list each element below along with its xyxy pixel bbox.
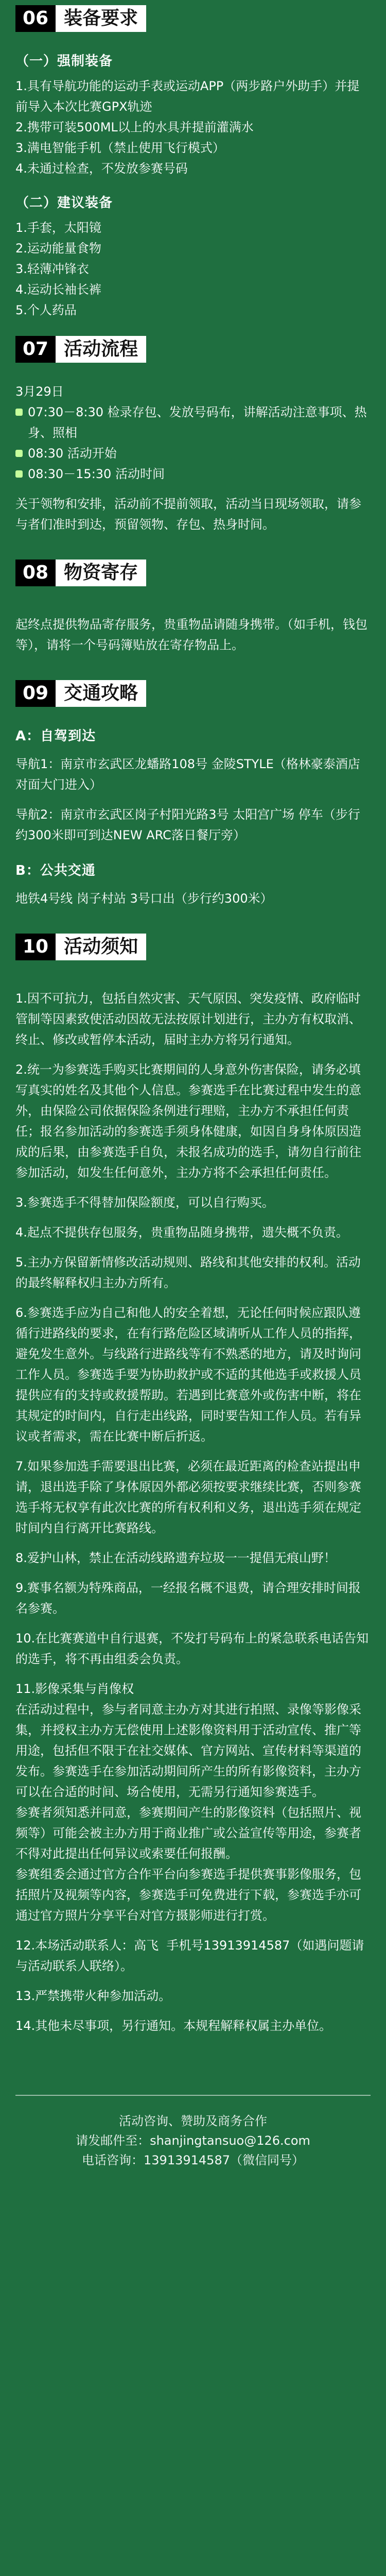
- schedule-block: [0, 368, 386, 554]
- mandatory-item: 2.携带可装500ML以上的水具并提前灌满水: [15, 120, 254, 134]
- schedule-item: [15, 402, 371, 443]
- square-bullet-icon: [15, 470, 23, 478]
- footer-line: 活动咨询、赞助及商务合作: [119, 2114, 267, 2128]
- mandatory-item: 4.未通过检查，不发放参赛号码: [15, 161, 188, 176]
- square-bullet-icon: [15, 450, 23, 457]
- section-title: 交通攻略: [56, 680, 146, 707]
- notice-item: 10.在比赛赛道中自行退赛，不发打号码布上的紧急联系电话告知的选手，将不再由组委会负责。: [15, 1631, 369, 1666]
- schedule-item: [15, 443, 371, 464]
- footer-divider: [15, 2095, 371, 2096]
- schedule-item: [15, 464, 371, 484]
- recommended-item: 1.手套，太阳镜: [15, 221, 101, 235]
- footer-email-line[interactable]: 请发邮件至：shanjingtansuo@126.com: [76, 2133, 310, 2148]
- notice-item: 13.严禁携带火种参加活动。: [15, 1989, 171, 2003]
- section-number: 09: [15, 680, 56, 707]
- section-notice-header: [15, 928, 371, 965]
- notice-item: 4.起点不提供存包服务，贵重物品随身携带，遗失概不负责。: [15, 1225, 348, 1240]
- notice-item: 11.影像采集与肖像权 在活动过程中，参与者同意主办方对其进行拍照、录像等影像采集，并授权主办方无偿使用上述影像资料用于活动宣传、推广等用途，包括但不限于在社交媒体、官方网站、宣传材料等渠道的发布。参赛选手在参加活动期间所产生的所有影像资料，主办方可以在合适的时间、场合使用，无需另行通知参赛选手。 参赛者须知悉并同意，参赛期间产生的影像资料（包括照片、视频等）可能会被主办方用于商业推广或公益宣传等用途，参赛者不得对此提出任何异议或索要任何报酬。 参赛组委会通过官方合作平台向参赛选手提供赛事影像服务，包括照片及视频等内容，参赛选手可免费进行下载，参赛选手亦可通过官方照片分享平台对官方摄影师进行打赏。: [15, 1682, 361, 1923]
- section-equipment-header: [15, 0, 371, 37]
- section-title: 活动须知: [56, 934, 146, 960]
- traffic-block: [0, 712, 386, 928]
- self-driving-line: 导航1：南京市玄武区龙蟠路108号 金陵STYLE（格林豪泰酒店对面大门进入）: [15, 757, 360, 792]
- mandatory-item: 1.具有导航功能的运动手表或运动APP（两步路户外助手）并提前导入本次比赛GPX轨迹: [15, 79, 360, 114]
- notice-item: 9.赛事名额为特殊商品，一经报名概不退费，请合理安排时间报名参赛。: [15, 1581, 361, 1616]
- section-schedule-header: [15, 331, 371, 368]
- mandatory-equipment-title: （一）强制装备: [15, 54, 113, 69]
- section-number: 07: [15, 336, 56, 363]
- section-title: 活动流程: [56, 336, 146, 363]
- notice-item: 5.主办方保留新情修改活动规则、路线和其他安排的权利。活动的最终解释权归主办方所有。: [15, 1255, 361, 1290]
- notice-item: 3.参赛选手不得替加保险额度，可以自行购买。: [15, 1195, 274, 1210]
- notice-item: 8.爱护山林，禁止在活动线路遗弃垃圾一一提倡无痕山野！: [15, 1551, 336, 1565]
- section-title: 物资寄存: [56, 560, 146, 586]
- recommended-item: 5.个人药品: [15, 303, 77, 317]
- section-storage-header: [15, 554, 371, 591]
- self-driving-title: A：自驾到达: [15, 728, 96, 744]
- schedule-item-text: 07:30－8:30 检录存包、发放号码布，讲解活动注意事项、热身、照相: [28, 405, 367, 440]
- section-traffic-header: [15, 675, 371, 712]
- footer: [0, 2076, 386, 2206]
- square-bullet-icon: [15, 409, 23, 416]
- storage-text: 起终点提供物品寄存服务，贵重物品请随身携带。（如手机，钱包等），请将一个号码簿贴放在寄存物品上。: [15, 617, 367, 652]
- notice-block: [0, 965, 386, 2056]
- footer-phone-line[interactable]: 电话咨询：13913914587（微信同号）: [82, 2153, 304, 2167]
- schedule-item-text: 08:30 活动开始: [28, 446, 117, 461]
- notice-item: 12.本场活动联系人：高飞 手机号13913914587（如遇问题请与活动联系人联络）。: [15, 1938, 364, 1973]
- storage-block: [0, 591, 386, 675]
- schedule-note: 关于领物和安排，活动前不提前领取，活动当日现场领取，请参与者们准时到达，预留领物、存包、热身时间。: [15, 497, 361, 532]
- section-number: 10: [15, 934, 56, 960]
- notice-item: 7.如果参加选手需要退出比赛，必须在最近距离的检查站提出申请，退出选手除了身体原因外都必须按要求继续比赛，否则参赛选手将无权享有此次比赛的所有权利和义务，退出选手须在规定时间内自行离开比赛路线。: [15, 1459, 361, 1535]
- notice-item: 1.因不可抗力，包括自然灾害、天气原因、突发疫情、政府临时管制等因素致使活动因故无法按原计划进行，主办方有权取消、终止、修改或暂停本活动，届时主办方将另行通知。: [15, 991, 361, 1047]
- notice-item: 14.其他未尽事项，另行通知。本规程解释权属主办单位。: [15, 2019, 332, 2033]
- section-title: 装备要求: [56, 5, 146, 32]
- recommended-item: 2.运动能量食物: [15, 241, 101, 256]
- mandatory-item: 3.满电智能手机（禁止使用飞行模式）: [15, 141, 225, 155]
- recommended-item: 3.轻薄冲锋衣: [15, 262, 89, 276]
- public-transport-title: B：公共交通: [15, 863, 96, 878]
- schedule-item-text: 08:30－15:30 活动时间: [28, 467, 165, 481]
- schedule-date: 3月29日: [15, 384, 64, 399]
- equipment-block: [0, 37, 386, 331]
- section-number: 08: [15, 560, 56, 586]
- recommended-item: 4.运动长袖长裤: [15, 282, 101, 297]
- notice-item: 6.参赛选手应为自己和他人的安全着想，无论任何时候应跟队遵循行进路线的要求，在有行路危险区域请听从工作人员的指挥，避免发生意外。与线路行进路线等有不熟悉的地方，请及时询问工作人员。参赛选手要为协助救护或不适的其他选手或救援人员提供应有的支持或救援帮助。若遇到比赛意外或伤害中断，将在其规定的时间内，自行走出线路，同时要告知工作人员。若有异议或者需求，需在比赛中断后折返。: [15, 1306, 361, 1444]
- notice-item: 2.统一为参赛选手购买比赛期间的人身意外伤害保险，请务必填写真实的姓名及其他个人信息。参赛选手在比赛过程中发生的意外，由保险公司依据保险条例进行理赔，主办方不承担任何责任；报名参加活动的参赛选手须身体健康，如因自身身体原因造成的后果，由参赛选手自负，未报名成功的选手，请勿自行前往参加活动，如发生任何意外，主办方将不会承担任何责任。: [15, 1062, 361, 1180]
- self-driving-line: 导航2：南京市玄武区岗子村阳光路3号 太阳宫广场 停车（步行约300米即可到达NEW ARC落日餐厅旁）: [15, 807, 360, 842]
- section-number: 06: [15, 5, 56, 32]
- recommended-equipment-title: （二）建议装备: [15, 195, 113, 211]
- public-transport-line: 地铁4号线 岗子村站 3号口出（步行约300米）: [15, 891, 273, 906]
